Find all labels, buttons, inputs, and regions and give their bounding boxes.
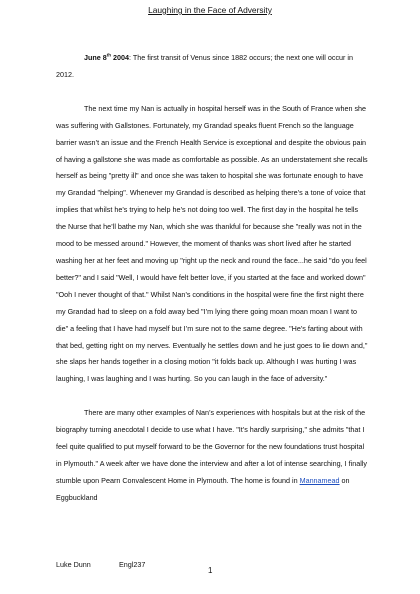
document-title: Laughing in the Face of Adversity xyxy=(148,5,272,15)
paragraph-date-entry xyxy=(56,50,370,84)
date-lead-day: June 8 xyxy=(84,53,107,62)
footer-author: Luke Dunn xyxy=(56,560,91,569)
page-number: 1 xyxy=(208,566,213,575)
date-entry-text: : The first transit of Venus since 1882 occurs; the next one will occur in 2012. xyxy=(56,53,354,79)
date-lead xyxy=(84,53,129,62)
paragraph-hospital-france: The next time my Nan is actually in hospital herself was in the South of France when she was suffering with Gallstones. Fortunately, my Grandad speaks fluent French so the language barrier wasn’t an issue and the French Health Service is exceptional and despite the obvious pain of having a gallstone she was made as comfortable as possible. As an understatement she recalls herself as being "pretty ill" and once she was taken to hospital she was fortunate enough to have my Grandad "helping". Whenever my Grandad is described as helping there’s a tone of voice that implies that whilst he’s trying to help he’s not doing too well. The first day in the hospital he tells the Nurse that he’ll bathe my Nan, which she was thankful for because she "really was not in the mood to be messed around." However, the moment of thanks was short lived after he started washing her at her feet and moving up "right up the neck and round the face...he said "do you feel better?" and I said "Well, I would have felt better love, if you started at the face and worked down" "Ooh I never thought of that." Whilst Nan’s conditions in the hospital were fine the first night there my Grandad had to sleep on a fold away bed "I’m lying there going moan moan moan I want to die" a feeling that I have had myself but I’m sure not to the same degree. "He’s farting about with that bed, getting right on my nerves. Eventually he settles down and he just goes to lie down and," she slaps her hands together in a closing motion "it folds back up. Although I was hurting I was laughing, I was laughing and I was hurting. So you can laugh in the face of adversity." xyxy=(56,103,368,384)
paragraph-other-examples xyxy=(56,405,370,506)
date-lead-ordinal: th xyxy=(106,52,112,58)
paragraph-other-examples-text: There are many other examples of Nan’s experiences with hospitals but at the risk of the biography turning anecdotal I decide to use what I have. "It’s hardly surprising," she admits "that I feel quite qualified to put myself forward to be the Governor for the new foundations trust hospital in Plymouth." A week after we have done the interview and after a lot of intense searching, I finally stumble upon Pearn Convalescent Home in Plymouth. The home is found in xyxy=(56,408,367,485)
footer-course: Engl237 xyxy=(119,560,146,569)
paragraph-other-examples-tail: on Eggbuckland xyxy=(56,475,350,502)
mannamead-link[interactable]: Mannamead xyxy=(299,475,340,485)
document-body xyxy=(56,50,370,507)
date-lead-year: 2004 xyxy=(111,53,130,62)
